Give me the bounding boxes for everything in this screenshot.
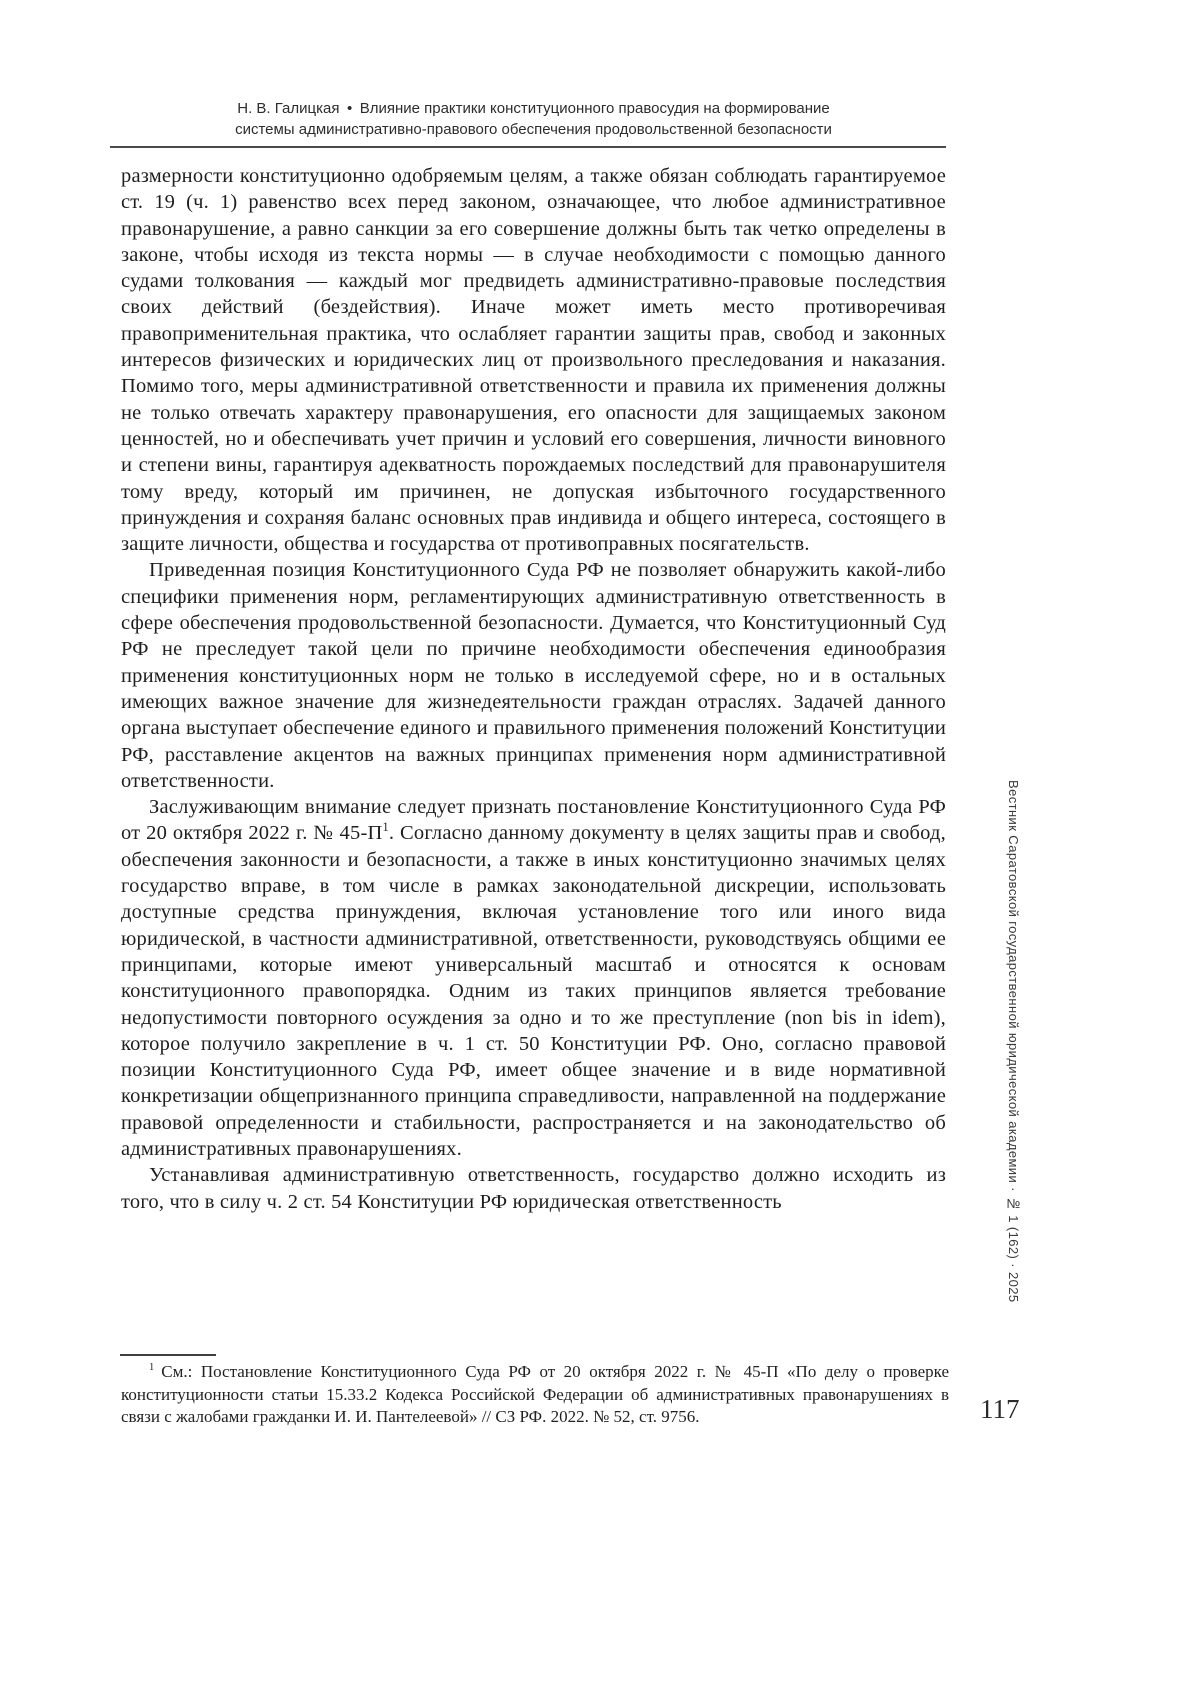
- body-paragraph-4: Устанавливая административную ответственность, государство должно исходить из того, что в силу ч. 2 ст. 54 Конституции РФ юридическая ответственность: [121, 1164, 946, 1213]
- paragraph-text-before-ref: Заслуживающим внимание следует признать постановление Конституционного Суда РФ от 20 октября 2022 г. № 45-П: [121, 796, 946, 845]
- running-header-line2: системы административно-правового обеспечения продовольственной безопасности: [235, 121, 832, 138]
- footnote-ref: 1: [382, 820, 389, 835]
- footnote-separator: [120, 1354, 216, 1356]
- journal-spine-text: Вестник Саратовской государственной юридической академии · № 1 (162) · 2025: [1006, 780, 1021, 1303]
- header-rule: [110, 146, 946, 148]
- article-body: [121, 163, 946, 1215]
- footnote-marker: 1: [149, 1362, 155, 1374]
- footnote-text: См.: Постановление Конституционного Суда РФ от 20 октября 2022 г. № 45-П «По делу о проверке конституционности статьи 15.33.2 Кодекса Российской Федерации об административных правонарушениях в связи с жалобами гражданки И. И. Пантелеевой» // СЗ РФ. 2022. № 52, ст. 9756.: [121, 1362, 949, 1426]
- running-header-line1: Н. В. Галицкая • Влияние практики конституционного правосудия на формирование: [237, 100, 830, 117]
- body-paragraph-1: размерности конституционно одобряемым целям, а также обязан соблюдать гарантируемое ст. 19 (ч. 1) равенство всех перед законом, означающее, что любое административное правонарушение, а равно санкции за его совершение должны быть так четко определены в законе, чтобы исходя из текста нормы — в случае необходимости с помощью данного судами толкования — каждый мог предвидеть административно-правовые последствия своих действий (бездействия). Иначе может иметь место противоречивая правоприменительная практика, что ослабляет гарантии защиты прав, свобод и законных интересов физических и юридических лиц от произвольного преследования и наказания. Помимо того, меры административной ответственности и правила их применения должны не только отвечать характеру правонарушения, его опасности для защищаемых законом ценностей, но и обеспечивать учет причин и условий его совершения, личности виновного и степени вины, гарантируя адекватность порождаемых последствий для правонарушителя тому вреду, который им причинен, не допуская избыточного государственного принуждения и сохраняя баланс основных прав индивида и общего интереса, состоящего в защите личности, общества и государства от противоправных посягательств.: [121, 165, 946, 556]
- paragraph-text-after-ref: . Согласно данному документу в целях защиты прав и свобод, обеспечения законности и безопасности, а также в иных конституционно значимых целях государство вправе, в том числе в рамках законодательной дискреции, использовать доступные средства принуждения, включая установление того или иного вида юридической, в частности административной, ответственности, руководствуясь общими ее принципами, которые имеют универсальный масштаб и относятся к основам конституционного правопорядка. Одним из таких принципов является требование недопустимости повторного осуждения за одно и то же преступление (non bis in idem), которое получило закрепление в ч. 1 ст. 50 Конституции РФ. Оно, согласно правовой позиции Конституционного Суда РФ, имеет общее значение и в виде нормативной конкретизации общепризнанного принципа справедливости, направленной на поддержание правовой определенности и стабильности, распространяется и на законодательство об административных правонарушениях.: [121, 822, 946, 1160]
- body-paragraph-2: Приведенная позиция Конституционного Суда РФ не позволяет обнаружить какой-либо специфики применения норм, регламентирующих административную ответственность в сфере обеспечения продовольственной безопасности. Думается, что Конституционный Суд РФ не преследует такой цели по причине необходимости обеспечения единообразия применения конституционных норм не только в исследуемой сфере, но и в остальных имеющих важное значение для жизнедеятельности граждан отраслях. Задачей данного органа выступает обеспечение единого и правильного применения положений Конституции РФ, расставление акцентов на важных принципах применения норм административной ответственности.: [121, 559, 946, 792]
- running-header: [121, 98, 946, 140]
- body-paragraph-3: [121, 794, 946, 1162]
- page-number: 117: [980, 1394, 1020, 1424]
- footnote-paragraph: [121, 1361, 949, 1429]
- footnote: [121, 1361, 949, 1429]
